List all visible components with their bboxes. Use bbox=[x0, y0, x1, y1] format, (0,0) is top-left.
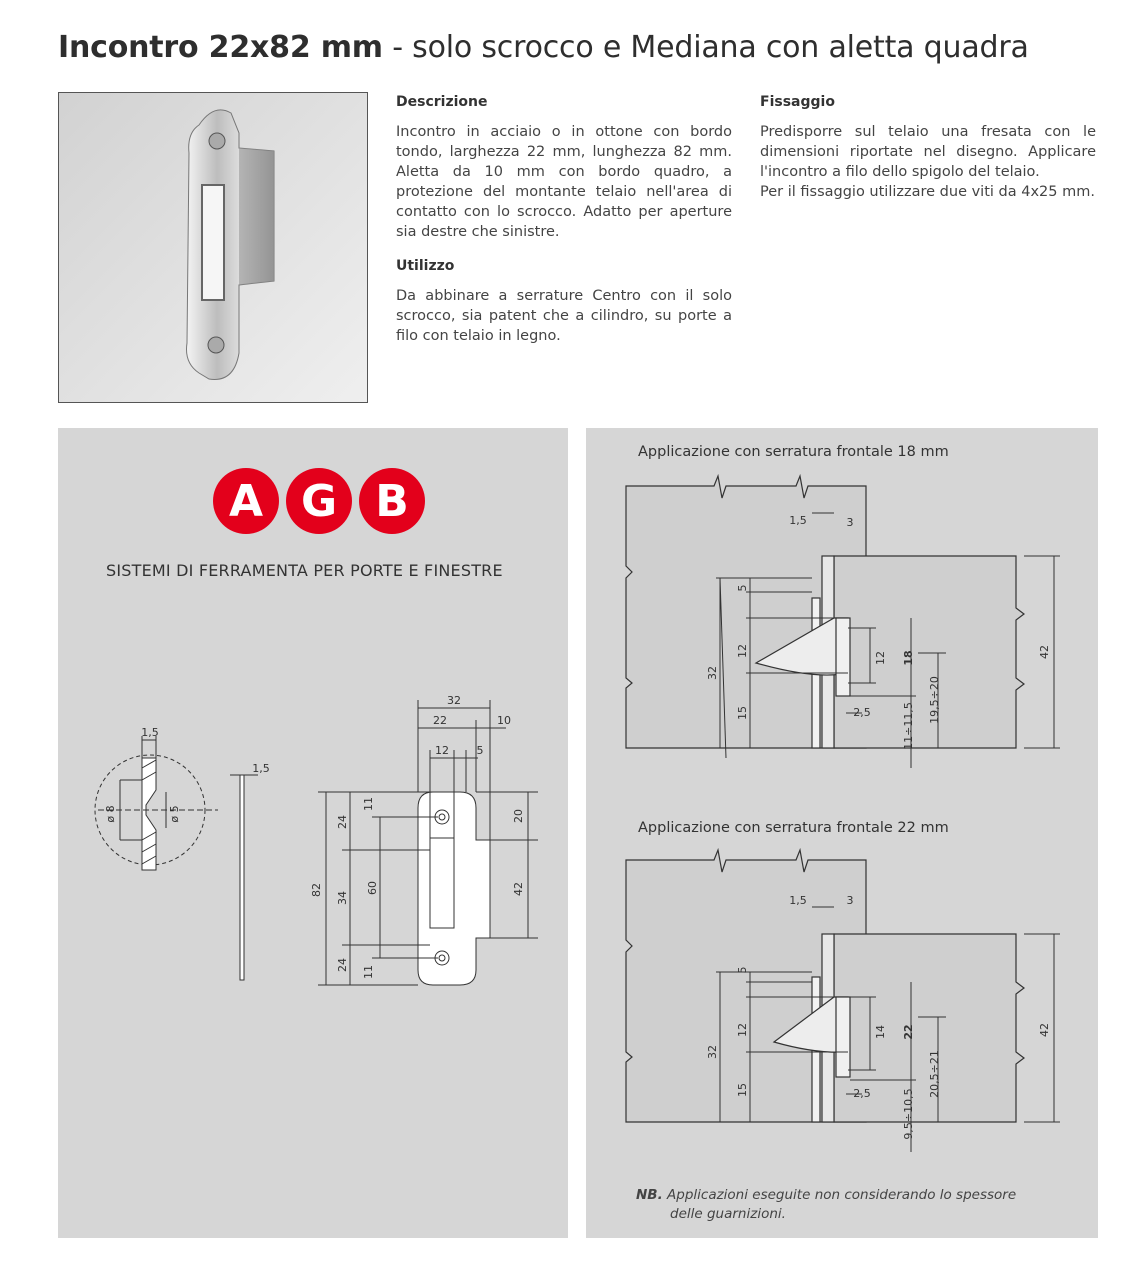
app22-dim-2-5: 2,5 bbox=[853, 1087, 871, 1100]
app18-dim-12: 12 bbox=[736, 644, 749, 658]
app18-dim-11-11-5: 11÷11,5 bbox=[902, 702, 915, 750]
dim-32: 32 bbox=[447, 694, 461, 707]
app18-dim-32: 32 bbox=[706, 666, 719, 680]
fissaggio-heading: Fissaggio bbox=[760, 94, 835, 110]
dim-34: 34 bbox=[336, 891, 349, 905]
logo-letter-a: A bbox=[228, 476, 264, 527]
dim-42: 42 bbox=[512, 882, 525, 896]
app22-dim-20-5-21: 20,5÷21 bbox=[928, 1050, 941, 1098]
app18-dim-1-5: 1,5 bbox=[789, 514, 807, 527]
dim-11-bottom: 11 bbox=[362, 965, 375, 979]
app18-dim-12-b: 12 bbox=[874, 651, 887, 665]
dim-d5: ø 5 bbox=[168, 805, 181, 823]
descrizione-heading: Descrizione bbox=[396, 94, 488, 110]
app18-dim-5: 5 bbox=[736, 584, 749, 592]
app18-drawing bbox=[586, 468, 1098, 768]
app22-dim-14: 14 bbox=[874, 1025, 887, 1039]
app18-dim-42: 42 bbox=[1038, 645, 1051, 659]
page-title bbox=[58, 30, 1029, 65]
agb-logo bbox=[212, 468, 426, 534]
dim-1-5-profile: 1,5 bbox=[252, 762, 270, 775]
fixing-column bbox=[760, 92, 1096, 210]
note bbox=[636, 1186, 1016, 1224]
descrizione-text: Incontro in acciaio o in ottone con bordo tondo, larghezza 22 mm, lunghezza 82 mm. Aletta da 10 mm con bordo quadro, a protezione del montante telaio nell'area di contatto con lo scrocco. Adatto per aperture sia destre che sinistre. bbox=[396, 124, 732, 240]
note-label: NB. bbox=[636, 1187, 663, 1203]
dim-22: 22 bbox=[433, 714, 447, 727]
app18-dim-19-5-20: 19,5÷20 bbox=[928, 676, 941, 724]
dim-24-bottom: 24 bbox=[336, 958, 349, 972]
title-bold: Incontro 22x82 mm bbox=[58, 30, 383, 65]
note-line-2: delle guarnizioni. bbox=[670, 1206, 786, 1222]
app22-dim-9-5-10-5: 9,5÷10,5 bbox=[902, 1088, 915, 1140]
app22-drawing bbox=[586, 842, 1098, 1162]
title-rest: - solo scrocco e Mediana con aletta quadra bbox=[382, 30, 1029, 65]
app22-title: Applicazione con serratura frontale 22 mm bbox=[638, 820, 949, 836]
dim-1-5-hole: 1,5 bbox=[141, 726, 159, 739]
strike-plate-image bbox=[59, 93, 367, 402]
app22-dim-22: 22 bbox=[902, 1024, 915, 1040]
dim-60: 60 bbox=[366, 881, 379, 895]
brand-tagline: SISTEMI DI FERRAMENTA PER PORTE E FINESTRE bbox=[106, 561, 503, 580]
side-profile bbox=[240, 775, 244, 980]
product-photo bbox=[58, 92, 368, 403]
dim-20: 20 bbox=[512, 809, 525, 823]
dim-d8: ø 8 bbox=[104, 805, 117, 823]
logo-letter-b: B bbox=[375, 476, 409, 527]
app18-dim-15: 15 bbox=[736, 706, 749, 720]
app18-dim-3: 3 bbox=[846, 516, 854, 529]
fissaggio-text-1: Predisporre sul telaio una fresata con le dimensioni riportate nel disegno. Applicare l'incontro a filo dello spigolo del telaio. bbox=[760, 124, 1096, 180]
dim-12: 12 bbox=[435, 744, 449, 757]
hole-section bbox=[142, 758, 156, 870]
dim-82: 82 bbox=[310, 883, 323, 897]
dim-10: 10 bbox=[497, 714, 511, 727]
utilizzo-heading: Utilizzo bbox=[396, 258, 455, 274]
utilizzo-text: Da abbinare a serrature Centro con il solo scrocco, sia patent che a cilindro, su porte a filo con telaio in legno. bbox=[396, 288, 732, 344]
logo-letter-g: G bbox=[300, 476, 338, 527]
app22-dim-32: 32 bbox=[706, 1045, 719, 1059]
app22-dim-42: 42 bbox=[1038, 1023, 1051, 1037]
strike-plate-drawing bbox=[58, 680, 568, 1000]
app22-dim-3: 3 bbox=[846, 894, 854, 907]
dim-24-top: 24 bbox=[336, 815, 349, 829]
app22-dim-5: 5 bbox=[736, 966, 749, 974]
fissaggio-text-2: Per il fissaggio utilizzare due viti da 4x25 mm. bbox=[760, 184, 1095, 200]
app18-dim-18: 18 bbox=[902, 650, 915, 666]
dim-11-top: 11 bbox=[362, 797, 375, 811]
plate-slot bbox=[430, 838, 454, 928]
dim-5: 5 bbox=[476, 744, 484, 757]
description-column bbox=[396, 92, 732, 354]
app18-dim-2-5: 2,5 bbox=[853, 706, 871, 719]
app22-dim-15: 15 bbox=[736, 1083, 749, 1097]
note-line-1: Applicazioni eseguite non considerando lo spessore bbox=[667, 1187, 1017, 1203]
app22-dim-1-5: 1,5 bbox=[789, 894, 807, 907]
app22-dim-12: 12 bbox=[736, 1023, 749, 1037]
app18-title: Applicazione con serratura frontale 18 mm bbox=[638, 444, 949, 460]
